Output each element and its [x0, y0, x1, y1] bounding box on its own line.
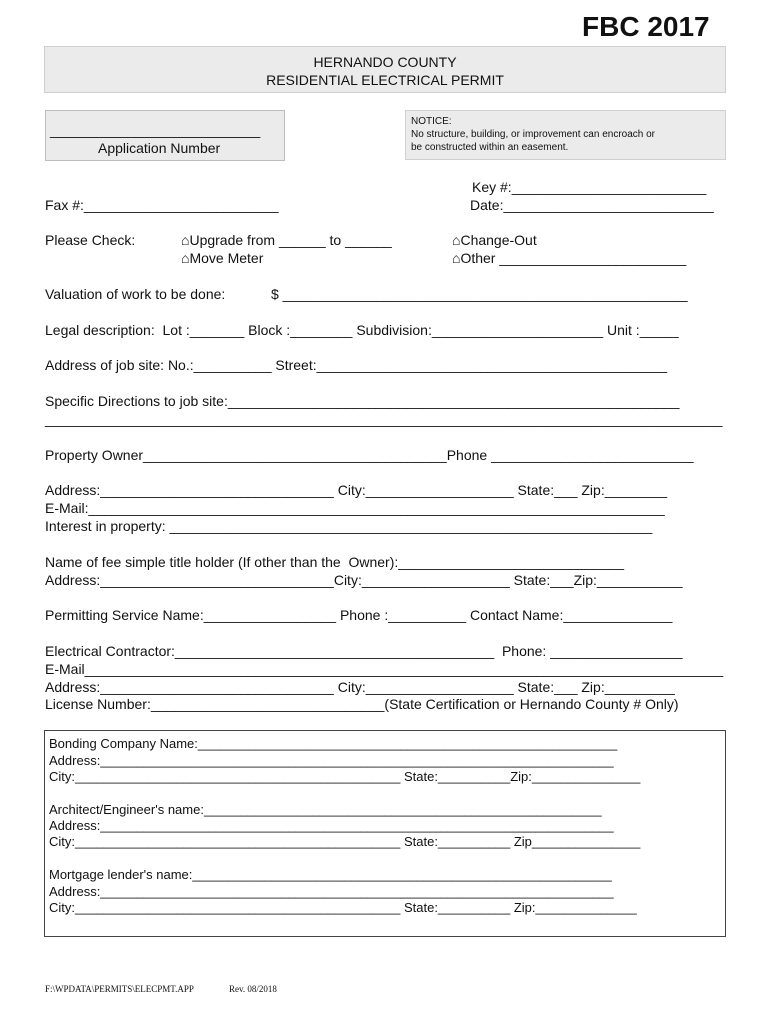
- please-check-label: Please Check:: [45, 232, 136, 248]
- notice-line-1: No structure, building, or improvement can encroach or: [411, 129, 656, 140]
- notice-heading: NOTICE:: [411, 116, 452, 127]
- title-holder-address-line[interactable]: Address:______________________________City:___________________ State:___Zip:___________: [45, 572, 683, 588]
- mortgage-city-line[interactable]: City:_____________________________________________ State:__________ Zip:______________: [49, 900, 637, 915]
- bonding-company-line[interactable]: Bonding Company Name:__________________________________________________________: [49, 736, 618, 751]
- owner-email-line[interactable]: E-Mail:__________________________________________________________________________: [45, 500, 665, 516]
- notice-box: [405, 110, 726, 160]
- mortgage-lender-line[interactable]: Mortgage lender's name:__________________________________________________________: [49, 867, 612, 882]
- county-name: HERNANDO COUNTY: [313, 54, 457, 70]
- contractor-name-line[interactable]: Electrical Contractor:_________________________________________ Phone: _________________: [45, 643, 683, 659]
- architect-city-line[interactable]: City:_____________________________________________ State:__________ Zip_______________: [49, 834, 641, 849]
- application-number-field[interactable]: ___________________________: [50, 122, 261, 138]
- bonding-city-line[interactable]: City:_____________________________________________ State:__________Zip:_______________: [49, 769, 641, 784]
- key-number-field[interactable]: Key #:_________________________: [472, 179, 707, 195]
- upgrade-checkbox[interactable]: ⌂Upgrade from ______ to ______: [181, 232, 392, 248]
- header-box: [44, 46, 726, 93]
- footer-revision: Rev. 08/2018: [229, 984, 277, 994]
- mortgage-address-line[interactable]: Address:_______________________________________________________________________: [49, 884, 614, 899]
- license-number-line[interactable]: License Number:______________________________(State Certification or Hernando County # Only): [45, 696, 679, 712]
- interest-in-property-line[interactable]: Interest in property: ______________________________________________________________: [45, 518, 653, 534]
- date-field[interactable]: Date:___________________________: [470, 197, 714, 213]
- property-owner-line[interactable]: Property Owner_______________________________________Phone __________________________: [45, 447, 694, 463]
- permitting-service-line[interactable]: Permitting Service Name:_________________ Phone :__________ Contact Name:______________: [45, 607, 673, 623]
- application-number-label: Application Number: [98, 140, 221, 156]
- change-out-checkbox[interactable]: ⌂Change-Out: [452, 232, 537, 248]
- valuation-label: Valuation of work to be done:: [45, 286, 226, 302]
- footer-file-path: F:\WPDATA\PERMITS\ELECPMT.APP: [45, 984, 194, 994]
- contractor-email-line[interactable]: E-Mail__________________________________________________________________________________: [45, 661, 724, 677]
- contractor-address-line[interactable]: Address:______________________________ City:___________________ State:___ Zip:_________: [45, 679, 675, 695]
- valuation-field[interactable]: $ ____________________________________________________: [271, 286, 688, 302]
- legal-description-line[interactable]: Legal description: Lot :_______ Block :________ Subdivision:______________________ Unit :_____: [45, 322, 679, 338]
- application-number-box: [45, 110, 285, 161]
- notice-line-2: be constructed within an easement.: [411, 142, 569, 153]
- permit-title: RESIDENTIAL ELECTRICAL PERMIT: [266, 72, 504, 88]
- architect-address-line[interactable]: Address:_______________________________________________________________________: [49, 818, 614, 833]
- job-site-address-line[interactable]: Address of job site: No.:__________ Street:_____________________________________________: [45, 357, 667, 373]
- architect-name-line[interactable]: Architect/Engineer's name:_______________________________________________________: [49, 802, 602, 817]
- directions-line-1[interactable]: Specific Directions to job site:__________________________________________________________: [45, 393, 680, 409]
- bonding-address-line[interactable]: Address:_______________________________________________________________________: [49, 753, 614, 768]
- title-holder-name-line[interactable]: Name of fee simple title holder (If other than the Owner):_____________________________: [45, 554, 625, 570]
- other-checkbox[interactable]: ⌂Other ________________________: [452, 250, 687, 266]
- owner-address-line[interactable]: Address:______________________________ City:___________________ State:___ Zip:________: [45, 482, 668, 498]
- move-meter-checkbox[interactable]: ⌂Move Meter: [181, 250, 264, 266]
- code-edition-title: FBC 2017: [582, 11, 710, 42]
- fax-number-field[interactable]: Fax #:_________________________: [45, 197, 279, 213]
- directions-line-2[interactable]: _______________________________________________________________________________________: [45, 411, 723, 427]
